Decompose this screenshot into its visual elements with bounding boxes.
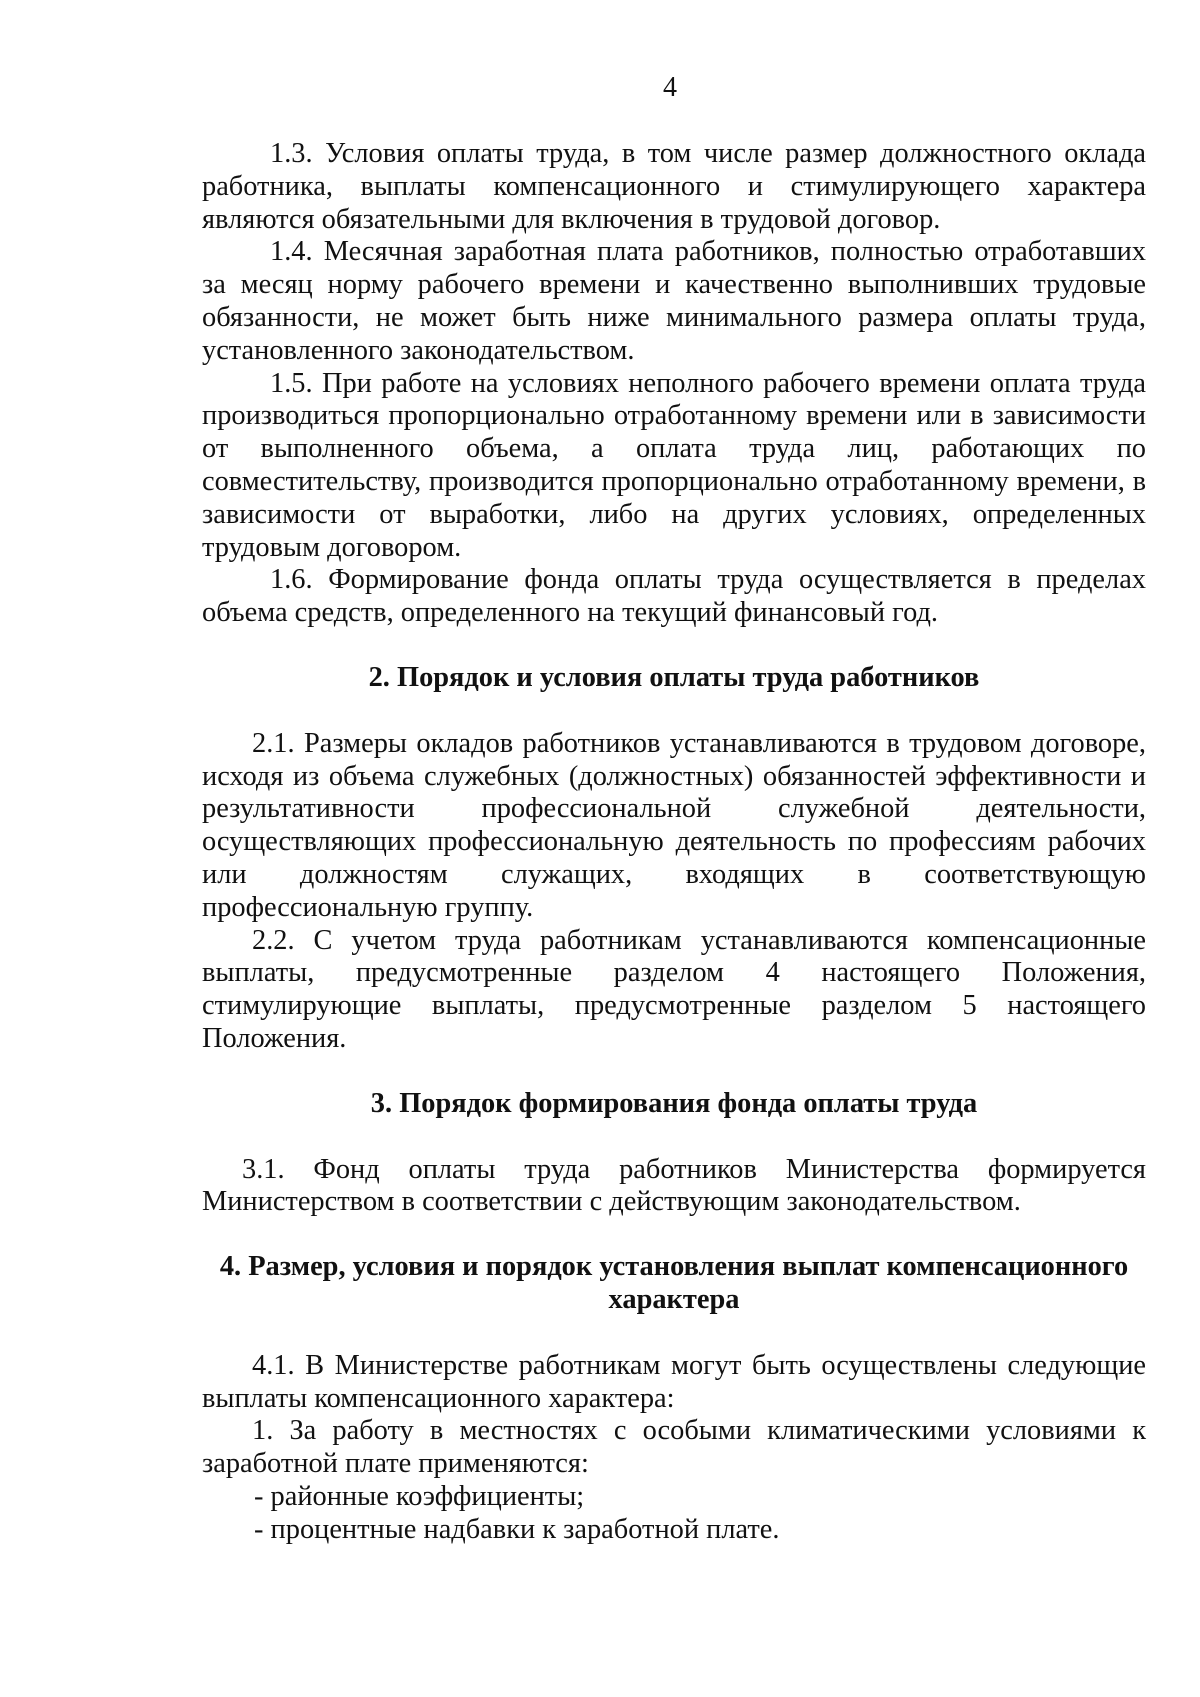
spacer (202, 1056, 1146, 1088)
page-number: 4 (663, 72, 677, 103)
spacer (202, 1121, 1146, 1154)
paragraph-2-2: 2.2. С учетом труда работникам устанавливаются компенсационные выплаты, предусмотренные разделом 4 настоящего Положения, стимулирующие выплаты, предусмотренные разделом 5 настоящего Положения. (202, 924, 1146, 1054)
section-4-heading-line-1: 4. Размер, условия и порядок установления выплат компенсационного (219, 1251, 1129, 1283)
paragraph-1-3: 1.3. Условия оплаты труда, в том числе размер должностного оклада работника, выплаты компенсационного и стимулирующего характера являются обязательными для включения в трудовой договор. (202, 138, 1146, 235)
paragraph-1-4: 1.4. Месячная заработная плата работников, полностью отработавших за месяц норму рабочего времени и качественно выполнивших трудовые обязанности, не может быть ниже минимального размера оплаты труда, установленного законодательством. (202, 236, 1146, 366)
paragraph-1-5: 1.5. При работе на условиях неполного рабочего времени оплата труда производиться пропорционально отработанному времени или в зависимости от выполненного объема, а оплата труда лиц, работающих по совместительству, производится пропорционально отработанному времени, в зависимости от выработки, либо на других условиях, определенных трудовым договором. (202, 367, 1146, 563)
paragraph-4-1: 4.1. В Министерстве работникам могут быть осуществлены следующие выплаты компенсационного характера: (202, 1349, 1146, 1414)
spacer (202, 695, 1146, 728)
dash-item-percentage-allowances: - процентные надбавки к заработной плате. (254, 1513, 780, 1545)
section-3-heading: 3. Порядок формирования фонда оплаты труда (370, 1087, 978, 1119)
spacer (202, 630, 1146, 662)
section-2-heading: 2. Порядок и условия оплаты труда работников (368, 661, 980, 693)
paragraph-1-6: 1.6. Формирование фонда оплаты труда осуществляется в пределах объема средств, определенного на текущий финансовый год. (202, 564, 1146, 629)
spacer (202, 1219, 1146, 1251)
paragraph-3-1: 3.1. Фонд оплаты труда работников Министерства формируется Министерством в соответствии с действующим законодательством. (202, 1153, 1146, 1218)
section-4-heading-line-2: характера (608, 1283, 740, 1315)
paragraph-2-1: 2.1. Размеры окладов работников устанавливаются в трудовом договоре, исходя из объема служебных (должностных) обязанностей эффективности и результативности профессиональной служебной деятельности, осуществляющих профессиональную деятельность по профессиям рабочих или должностям служащих, входящих в соответствующую профессиональную группу. (202, 727, 1146, 923)
section-4-heading (202, 1251, 1146, 1317)
document-body (202, 138, 1146, 1546)
dash-item-regional-coefficients: - районные коэффициенты; (254, 1480, 585, 1512)
spacer (202, 1317, 1146, 1350)
paragraph-4-1-item-1: 1. За работу в местностях с особыми климатическими условиями к заработной плате применяются: (202, 1415, 1146, 1480)
